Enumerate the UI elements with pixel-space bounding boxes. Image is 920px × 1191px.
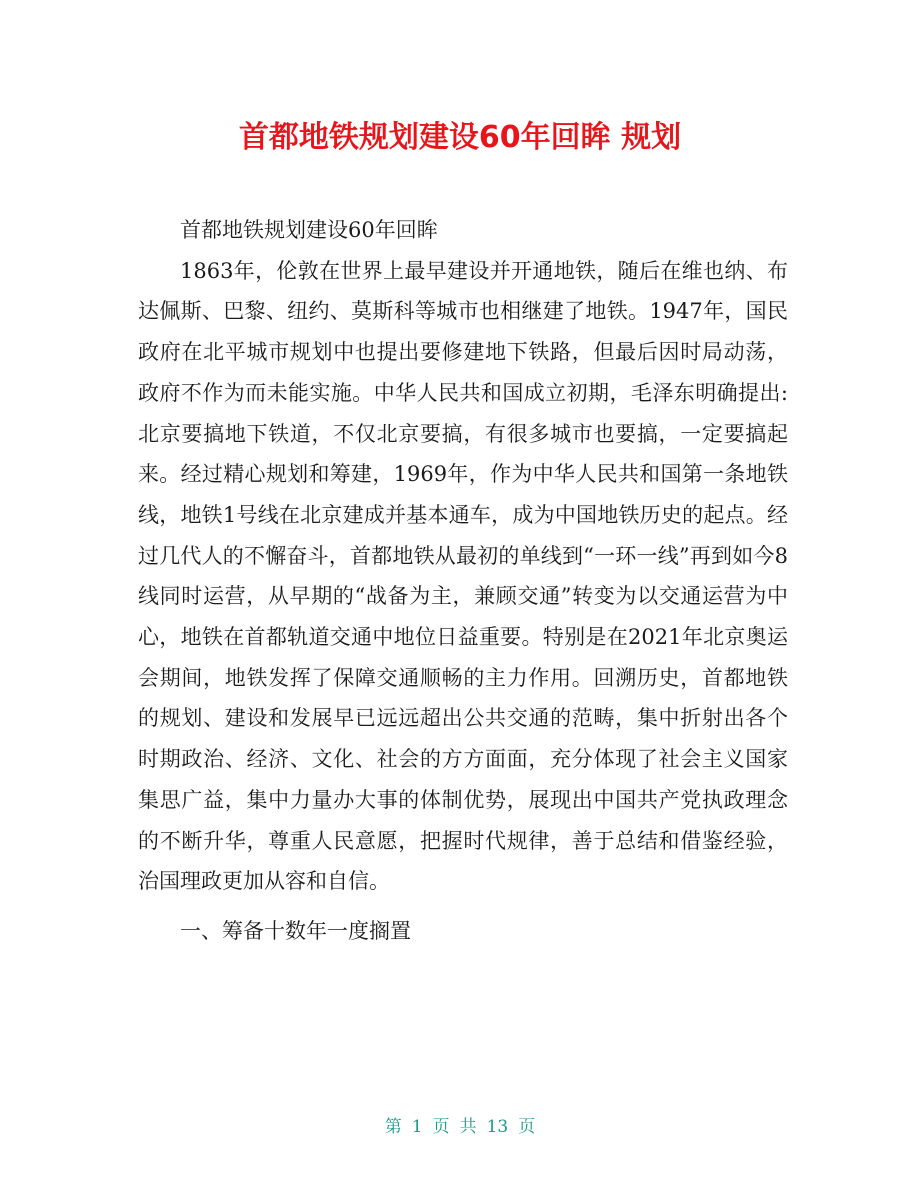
footer-label-pages: 页 — [518, 1117, 536, 1137]
document-body — [138, 210, 788, 952]
page-footer — [0, 1112, 920, 1137]
footer-current-page: 1 — [411, 1117, 423, 1137]
section-heading: 一、筹备十数年一度搁置 — [180, 918, 411, 943]
footer-label-total: 共 — [459, 1117, 477, 1137]
footer-label-of: 页 — [432, 1117, 450, 1137]
footer-total-pages: 13 — [486, 1117, 509, 1137]
document-title: 首都地铁规划建设60年回眸 规划 — [238, 120, 682, 155]
document-subtitle: 首都地铁规划建设60年回眸 — [180, 218, 438, 242]
footer-label-page: 第 — [384, 1117, 402, 1137]
body-paragraph: 1863年，伦敦在世界上最早建设并开通地铁，随后在维也纳、布达佩斯、巴黎、纽约、莫斯科等城市也相继建了地铁。1947年，国民政府在北平城市规划中也提出要修建地下铁路，但最后因时局动荡，政府不作为而未能实施。中华人民共和国成立初期，毛泽东明确提出:北京要搞地下铁道，不仅北京要搞，有很多城市也要搞，一定要搞起来。经过精心规划和筹建，1969年，作为中华人民共和国第一条地铁线，地铁1号线在北京建成并基本通车，成为中国地铁历史的起点。经过几代人的不懈奋斗，首都地铁从最初的单线到“一环一线”再到如今8线同时运营，从早期的“战备为主，兼顾交通”转变为以交通运营为中心，地铁在首都轨道交通中地位日益重要。特别是在2021年北京奥运会期间，地铁发挥了保障交通顺畅的主力作用。回溯历史，首都地铁的规划、建设和发展早已远远超出公共交通的范畴，集中折射出各个时期政治、经济、文化、社会的方方面面，充分体现了社会主义国家集思广益，集中力量办大事的体制优势，展现出中国共产党执政理念的不断升华，尊重人民意愿，把握时代规律，善于总结和借鉴经验，治国理政更加从容和自信。 — [138, 258, 788, 894]
